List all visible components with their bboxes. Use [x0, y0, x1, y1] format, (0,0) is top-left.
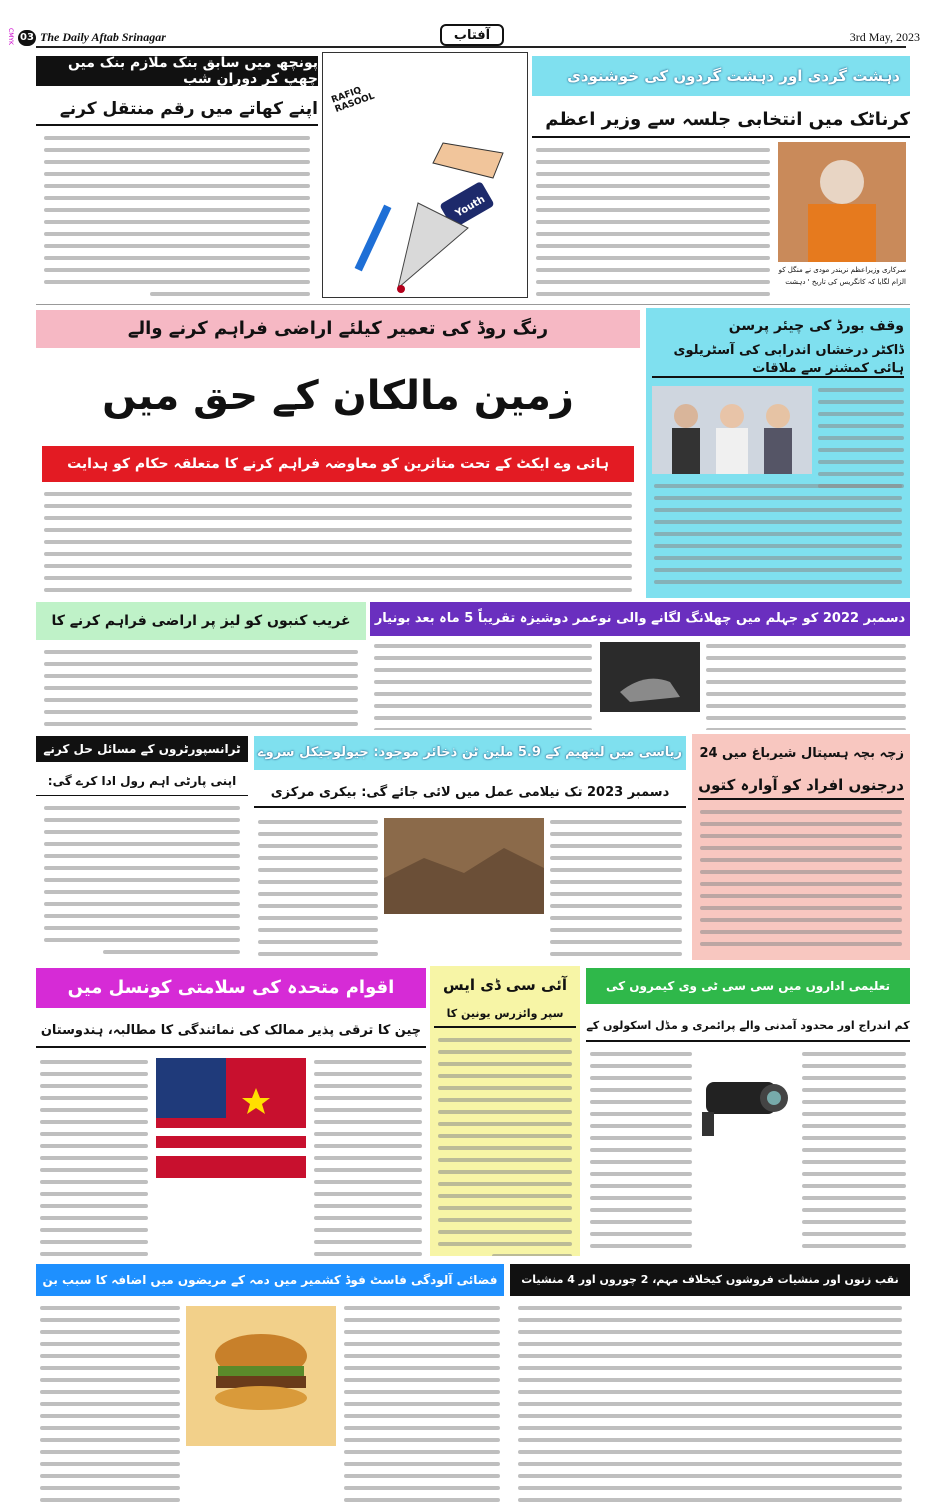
- story-kicker: رنگ روڈ کی تعمیر کیلئے اراضی فراہم کرنے والے: [36, 310, 640, 348]
- story-body: [536, 148, 770, 304]
- story-land-owners: [36, 308, 640, 598]
- story-kicker: وقف بورڈ کی چیئر پرسن: [728, 318, 904, 334]
- story-transporters: [36, 734, 248, 960]
- cctv-camera-photo: [696, 1062, 796, 1142]
- row-divider: [36, 304, 910, 305]
- cartoonist-signature: RAFIQ RASOOL: [330, 85, 377, 115]
- story-headline: غریب کنبوں کو لیز پر اراضی فراہم کرنے کا: [36, 602, 366, 640]
- story-headline: چین کا ترقی پذیر ممالک کی نمائندگی کا مطالبہ، ہندوستان: [36, 1014, 426, 1048]
- story-headline: کم اندراج اور محدود آمدنی والے پرائمری و مڈل اسکولوں کے: [586, 1010, 910, 1042]
- story-headline: ڈاکٹر درخشاں اندرابی کی آسٹریلوی ہائی کمشنر سے ملاقات: [652, 342, 904, 378]
- story-kicker: زچہ بچہ ہسپتال شیرباغ میں 24: [699, 746, 904, 761]
- story-headline: درجنوں افراد کو آوارہ کتوں: [698, 770, 904, 800]
- story-bank-theft: [36, 52, 318, 304]
- story-dog-bites: [692, 734, 910, 960]
- side-color-tag: CMYK: [7, 28, 14, 45]
- story-headline: زمین مالکان کے حق میں: [102, 373, 574, 419]
- editorial-cartoon: [322, 52, 528, 298]
- story-body: [518, 1306, 902, 1508]
- story-subhead: ہائی وے ایکٹ کے تحت متاثرین کو معاوضہ فراہم کرنے کا متعلقہ حکام کو ہدایت: [42, 446, 634, 482]
- waqf-photo: [652, 386, 812, 474]
- story-body-right: [706, 644, 906, 730]
- story-body-right: [344, 1306, 500, 1508]
- story-body-left: [374, 644, 592, 730]
- story-body-lower: [654, 484, 902, 592]
- hand-photo: [600, 642, 700, 712]
- story-kicker: ٹرانسپورٹروں کے مسائل حل کرنے: [36, 736, 248, 762]
- story-kicker: تعلیمی اداروں میں سی سی ٹی وی کیمروں کی: [586, 968, 910, 1004]
- story-body-left: [590, 1052, 692, 1256]
- story-modi-speech: [532, 52, 910, 304]
- story-narcotics: [510, 1262, 910, 1508]
- paper-name: The Daily Aftab Srinagar: [40, 30, 166, 44]
- story-icds: [430, 966, 580, 1256]
- story-body-left: [258, 820, 378, 960]
- story-body-left: [40, 1306, 180, 1508]
- page-number-badge: 03: [18, 30, 36, 46]
- story-lithium: [254, 734, 686, 960]
- story-headline: دسمبر 2023 تک نیلامی عمل میں لائی جائے گی: بیکری مرکزی: [254, 778, 686, 808]
- mine-photo: [384, 818, 544, 914]
- story-body: [44, 492, 632, 598]
- story-nomads: [36, 600, 366, 730]
- story-body: [818, 388, 904, 496]
- story-headline: اپنے کھاتے میں رقم منتقل کرنے: [36, 92, 318, 126]
- story-pollution: [36, 1262, 504, 1508]
- story-kicker: پونچھ میں سابق بنک ملازم بنک میں چھپ کر دوران شب: [36, 56, 318, 86]
- story-headline: سپر وائزرس یونین کا: [434, 1000, 576, 1028]
- story-body-right: [802, 1052, 906, 1256]
- knife-label: Youth: [453, 193, 488, 220]
- story-body: [438, 1038, 572, 1256]
- story-jhelum: [370, 600, 910, 730]
- story-headline: دسمبر 2022 کو جہلم میں چھلانگ لگانے والی نوعمر دوشیزہ تقریباً 5 ماہ بعد بونیار: [370, 602, 910, 636]
- story-kicker: دہشت گردی اور دہشت گردوں کی خوشنودی: [532, 56, 910, 96]
- story-body: [44, 806, 240, 960]
- story-kicker: ریاسی میں لیتھیم کے 5.9 ملین ٹن ذخائر موجود: جیولوجیکل سروے: [254, 736, 686, 770]
- story-cctv: [586, 966, 910, 1256]
- story-body: [700, 810, 902, 954]
- masthead: [0, 0, 945, 48]
- story-waqf-meeting: [646, 308, 910, 598]
- story-headline: نقب زنوں اور منشیات فروشوں کیخلاف مہم، 2 چوروں اور 4 منشیات: [510, 1264, 910, 1296]
- story-headline: اپنی پارٹی اہم رول ادا کرے گی:: [36, 766, 248, 796]
- story-body: [44, 136, 310, 304]
- story-kicker: آئی سی ڈی ایس: [443, 976, 567, 994]
- modi-photo: [778, 142, 906, 262]
- story-headline: فضائی آلودگی فاسٹ فوڈ کشمیر میں دمہ کے مریضوں میں اضافہ کا سبب بن: [36, 1264, 504, 1296]
- issue-date: 3rd May, 2023: [849, 30, 920, 44]
- story-headline: کرناٹک میں انتخابی جلسہ سے وزیر اعظم: [532, 102, 910, 138]
- story-body: [44, 650, 358, 730]
- photo-caption: سرکاری وزیراعظم نریندر مودی نے منگل کو الزام لگایا کہ کانگریس کی تاریخ ' دہشت: [778, 266, 906, 286]
- story-body-left: [40, 1060, 148, 1256]
- story-kicker: اقوام متحدہ کی سلامتی کونسل میں: [36, 968, 426, 1008]
- flags-photo: [156, 1058, 306, 1178]
- masthead-logo: آفتاب: [440, 24, 504, 46]
- knife-illustration: [323, 53, 528, 298]
- fast-food-photo: [186, 1306, 336, 1446]
- masthead-rule: [36, 46, 906, 48]
- story-body-right: [314, 1060, 422, 1256]
- story-body-right: [550, 820, 682, 960]
- story-un-reform: [36, 966, 426, 1256]
